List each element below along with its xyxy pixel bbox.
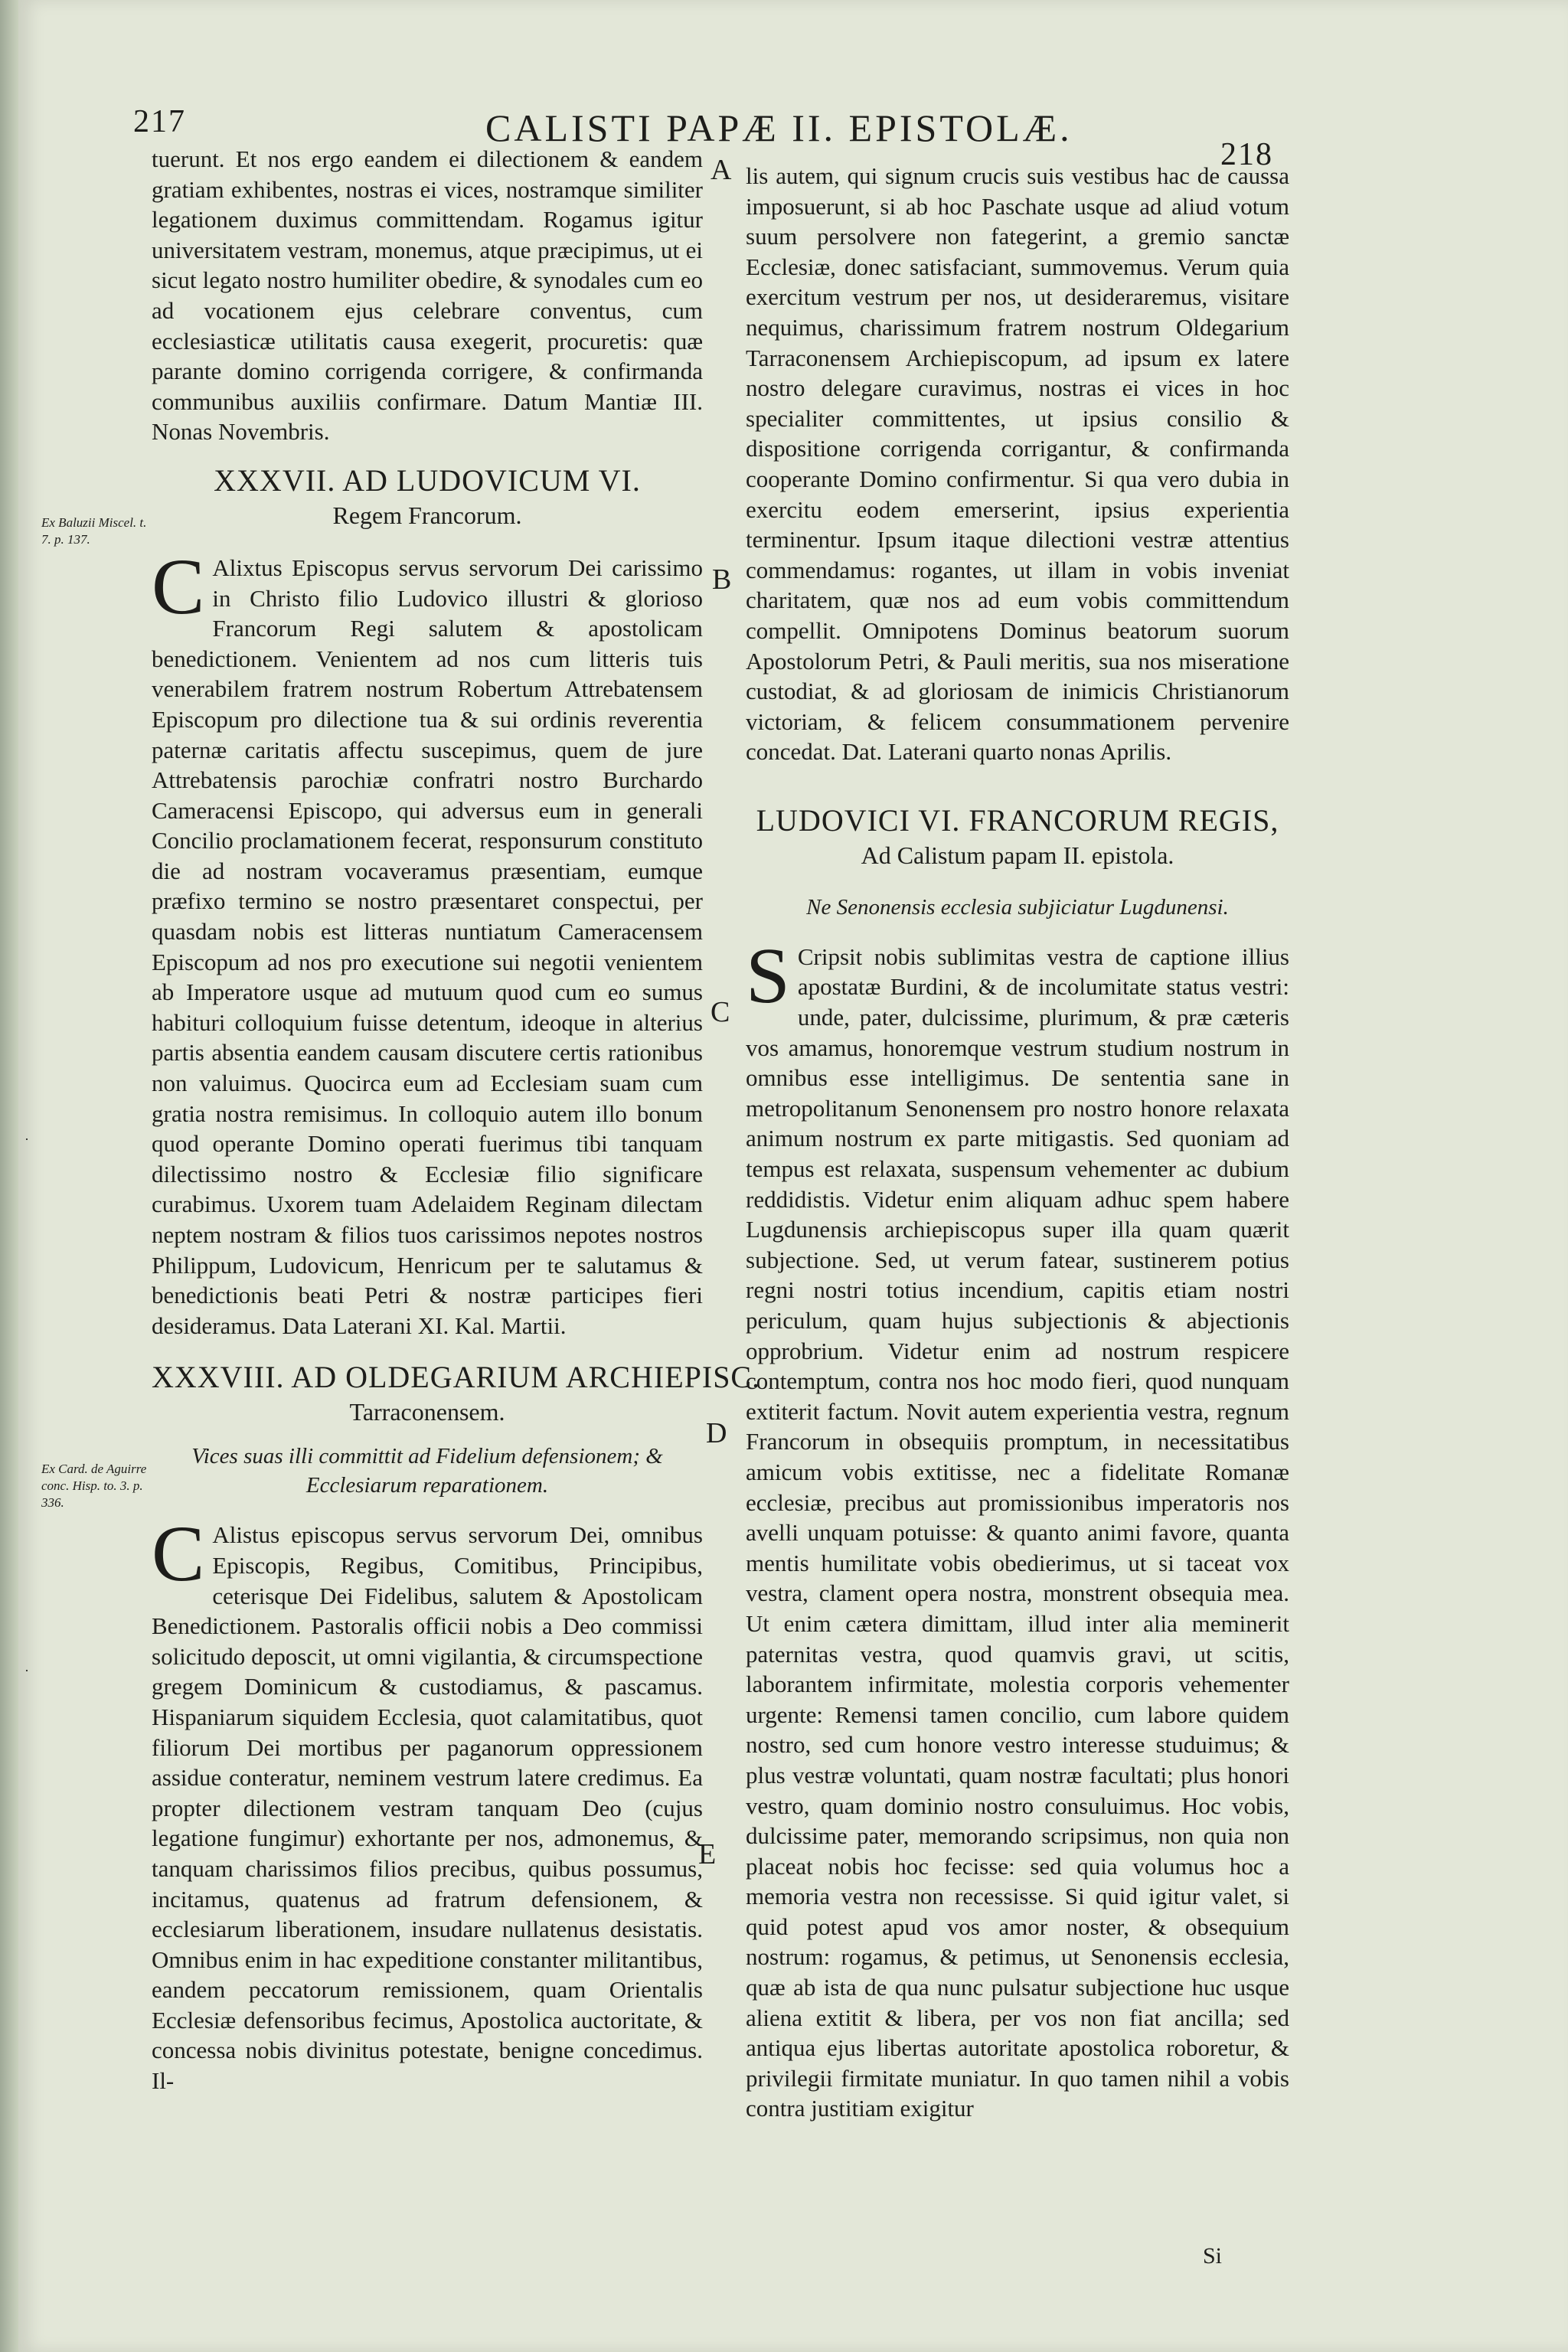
letter-37-text: Alixtus Episcopus servus servorum Dei carissimo in Christo filio Ludovico illustri & glorioso Francorum Regi salutem & apostolicam benedictionem. Venientem ad nos cum litteris tuis venerabilem fratrem nostrum Robertum Attrebatensem Episcopum pro dilectione tua & sui ordinis reverentia paternæ caritatis affectu suscepimus, quem de jure Attrebatensis parochiæ confratri nostro Burchardo Cameracensi Episcopo, qui adversus eum in generali Concilio proclamationem fecerat, responsurum constituto die ad nostram vocaveramus præsentiam, eumque præfixo termino se nostro præsentaret conspectui, per quasdam nobis est litteras nuntiatum Cameracensem Episcopum ad nos pro executione sui negotii venientem ab Imperatore usque ad mutuum quod cum eo sumus habituri colloquium fuisse detentum, ideoque in alterius partis absentia eandem causam discutere certis rationibus non valuimus. Quocirca eum ad Ecclesiam suam cum gratia nostra remisimus. In colloquio autem illo bonum quod operante Domino operati fuerimus tibi tanquam dilectissimo nostro & Ecclesiæ filio significare curabimus. Uxorem tuam Adelaidem Reginam dilectam neptem nostram & filios tuos carissimos nepotes nostros Philippum, Ludovicum, Henricum per te salutamus & benedictionis beati Petri & nostræ participes fieri desideramus. Data Laterani XI. Kal. Martii. <box>152 554 703 1339</box>
letter-38-summary: Vices suas illi committit ad Fidelium defensionem; & Ecclesiarum reparationem. <box>191 1444 663 1498</box>
edge-mark: · <box>24 1132 29 1147</box>
intro-paragraph: tuerunt. Et nos ergo eandem ei dilectionem & eandem gratiam exhibentes, nostras ei vices, nostramque similiter legationem duximus committendam. Rogamus igitur universitatem vestram, monemus, atque præcipimus, ut ei sicut legato nostro humiliter obedire, & synodales cum eo ad vocationem ejus celebrare conventus, cum ecclesiasticæ utilitatis causa exegerit, procuretis: quæ parante domino corrigenda corrigere, & confirmanda communibus auxiliis confirmare. Datum Mantiæ III. Nonas Novembris. <box>152 145 703 446</box>
letter-37-heading: XXXVII. AD LUDOVICUM VI. <box>214 462 641 498</box>
ludovici-letter-body <box>746 931 1289 2124</box>
catchword: Si <box>1202 2243 1222 2269</box>
left-page-number: 217 <box>133 104 186 139</box>
running-title: CALISTI PAPÆ II. EPISTOLÆ. <box>485 106 1073 149</box>
section-letter-d: D <box>706 1417 727 1449</box>
ludovici-letter-heading: LUDOVICI VI. FRANCORUM REGIS, <box>756 802 1279 838</box>
right-column <box>746 161 1289 2124</box>
section-letter-e: E <box>698 1838 717 1870</box>
ludovici-letter-subheading: Ad Calistum papam II. epistola. <box>861 841 1174 869</box>
edge-mark: · <box>24 1663 29 1678</box>
book-page <box>18 0 1568 2352</box>
section-letter-a: A <box>710 154 732 186</box>
section-letter-b: B <box>712 564 732 596</box>
ludovici-letter-summary: Ne Senonensis ecclesia subjiciatur Lugdunensi. <box>806 894 1229 920</box>
section-letter-c: C <box>710 996 730 1028</box>
left-column <box>152 144 761 2096</box>
letter-38-heading: XXXVIII. AD OLDEGARIUM ARCHIEPISC. <box>152 1360 761 1395</box>
letter-38-body <box>152 1510 703 2096</box>
letter-38-subheading: Tarraconensem. <box>349 1398 505 1426</box>
letter-38-dropcap: C <box>152 1510 205 1599</box>
right-page-number: 218 <box>1220 137 1273 172</box>
ludovici-letter-dropcap: S <box>746 931 790 1020</box>
marginal-note-baluzii: Ex Baluzii Miscel. t. 7. p. 137. <box>41 515 147 547</box>
letter-38-text: Alistus episcopus servus servorum Dei, omnibus Episcopis, Regibus, Comitibus, Principibus, ceterisque Dei Fidelibus, salutem & Apostolicam Benedictionem. Pastoralis officii nobis a Deo commissi solicitudo deposcit, ut omni vigilantia, & circumspectione gregem Dominicum & custodiamus, & pascamus. Hispaniarum siquidem Ecclesia, quot calamitatibus, quot filiorum Dei mortibus per paganorum oppressionem assidue conteratur, neminem vestrum latere credimus. Ea propter dilectionem vestram tanquam Deo (cujus legatione fungimur) exhortante per nos, admonemus, & tanquam charissimos filios precibus, quibus possumus, incitamus, quatenus ad fratrum defensionem, & ecclesiarum liberationem, insudare nullatenus desistatis. Omnibus enim in hac expeditione constanter militantibus, eandem peccatorum remissionem, quam Orientalis Ecclesiæ defensoribus fecimus, Apostolica auctoritate, & concessa nobis divinitus potestate, benigne concedimus. Il- <box>152 1521 703 2095</box>
continuation-paragraph: lis autem, qui signum crucis suis vestibus hac de caussa imposuerunt, si ab hoc Paschate usque ad aliud votum suum persolvere non fategerint, a gremio sanctæ Ecclesiæ, donec satisfaciant, summovemus. Verum quia exercitum vestrum per nos, ut desideraremus, visitare nequimus, charissimum fratrem nostrum Oldegarium Tarraconensem Archiepiscopum, ad ipsum ex latere nostro delegare curavimus, nostras ei vices in hoc specialiter committentes, ut ipsius consilio & dispositione corrigenda corrigantur, & confirmanda cooperante Domino confirmentur. Si qua vero dubia in exercitu eodem emerserint, ipsius experientia terminentur. Ipsum itaque dilectioni vestræ attentius commendamus: rogantes, ut illam in vobis inveniat charitatem, quæ nos ad eum vobis committendum compellit. Omnipotens Dominus beatorum suorum Apostolorum Petri, & Pauli meritis, sua nos miseratione custodiat, & ad gloriosam de inimicis Christianorum victoriam, & felicem consummationem pervenire concedat. Dat. Laterani quarto nonas Aprilis. <box>746 162 1289 766</box>
letter-37-body <box>152 542 703 1341</box>
ludovici-letter-text: Cripsit nobis sublimitas vestra de captione illius apostatæ Burdini, & de incolumitate status vestri: unde, pater, dulcissime, plurimum, & præ cæteris vos amamus, honoremque vestrum studium nostrum in omnibus esse intelligimus. De sententia sane in metropolitanum Senonensem pro nostro honore relaxata animum nostrum ex parte mitigastis. Sed quoniam ad tempus est relaxata, suspensum vehementer ac dubium reddidistis. Videtur enim aliquam adhuc spem habere Lugdunensis archiepiscopus super illa quam quærit subjectione. Sed, ut verum fatear, sustinerem potius regni nostri totius incendium, capitis etiam nostri periculum, quam hujus subjectionis & abjectionis opprobrium. Videtur enim ad nostrum respicere contemptum, contra nos hoc modo fieri, quod nunquam extiterit factum. Novit autem experientia vestra, regnum Francorum in obsequiis promptum, in necessitatibus amicum vobis extitisse, nec a fidelitate Romanæ ecclesiæ, precibus aut promissionibus imperatoris nos avelli unquam potuisse: & quanto animi favore, quanta mentis humilitate vobis obedierimus, ut si taceat vox vestra, clament opera nostra, monstrent obsequia mea. Ut enim cætera dimittam, illud inter alia meminerit paternitas vestra, quod quamvis gravi, ut scitis, laborantem infirmitate, molestia corporis vehementer urgente: Remensi tamen concilio, cum labore quidem nostro, sed cum honore vestro interesse studuimus; & plus vestræ voluntati, quam nostræ facultati; plus honori vestro, quam dominio nostro consuluimus. Hoc vobis, dulcissime pater, memorando scripsimus, non quia non placeat nobis hoc fecisse: sed quia volumus hoc a memoria vestra non recessisse. Si quid igitur valet, si quid potest apud vos amor noster, & obsequium nostrum: rogamus, & petimus, ut Senonensis ecclesia, quæ ab ista de qua nunc pulsatur subjectione huc usque aliena extitit & libera, per vos non fiat ancilla; sed antiqua ejus libertas autoritate apostolica roboretur, & privilegii firmitate muniatur. In quo tamen nihil a vobis contra justitiam exigitur <box>746 942 1289 2122</box>
page-gutter-shadow <box>0 0 18 2352</box>
letter-37-dropcap: C <box>152 542 205 631</box>
marginal-note-aguirre: Ex Card. de Aguirre conc. Hisp. to. 3. p. 336. <box>41 1462 147 1510</box>
letter-37-subheading: Regem Francorum. <box>332 501 522 529</box>
